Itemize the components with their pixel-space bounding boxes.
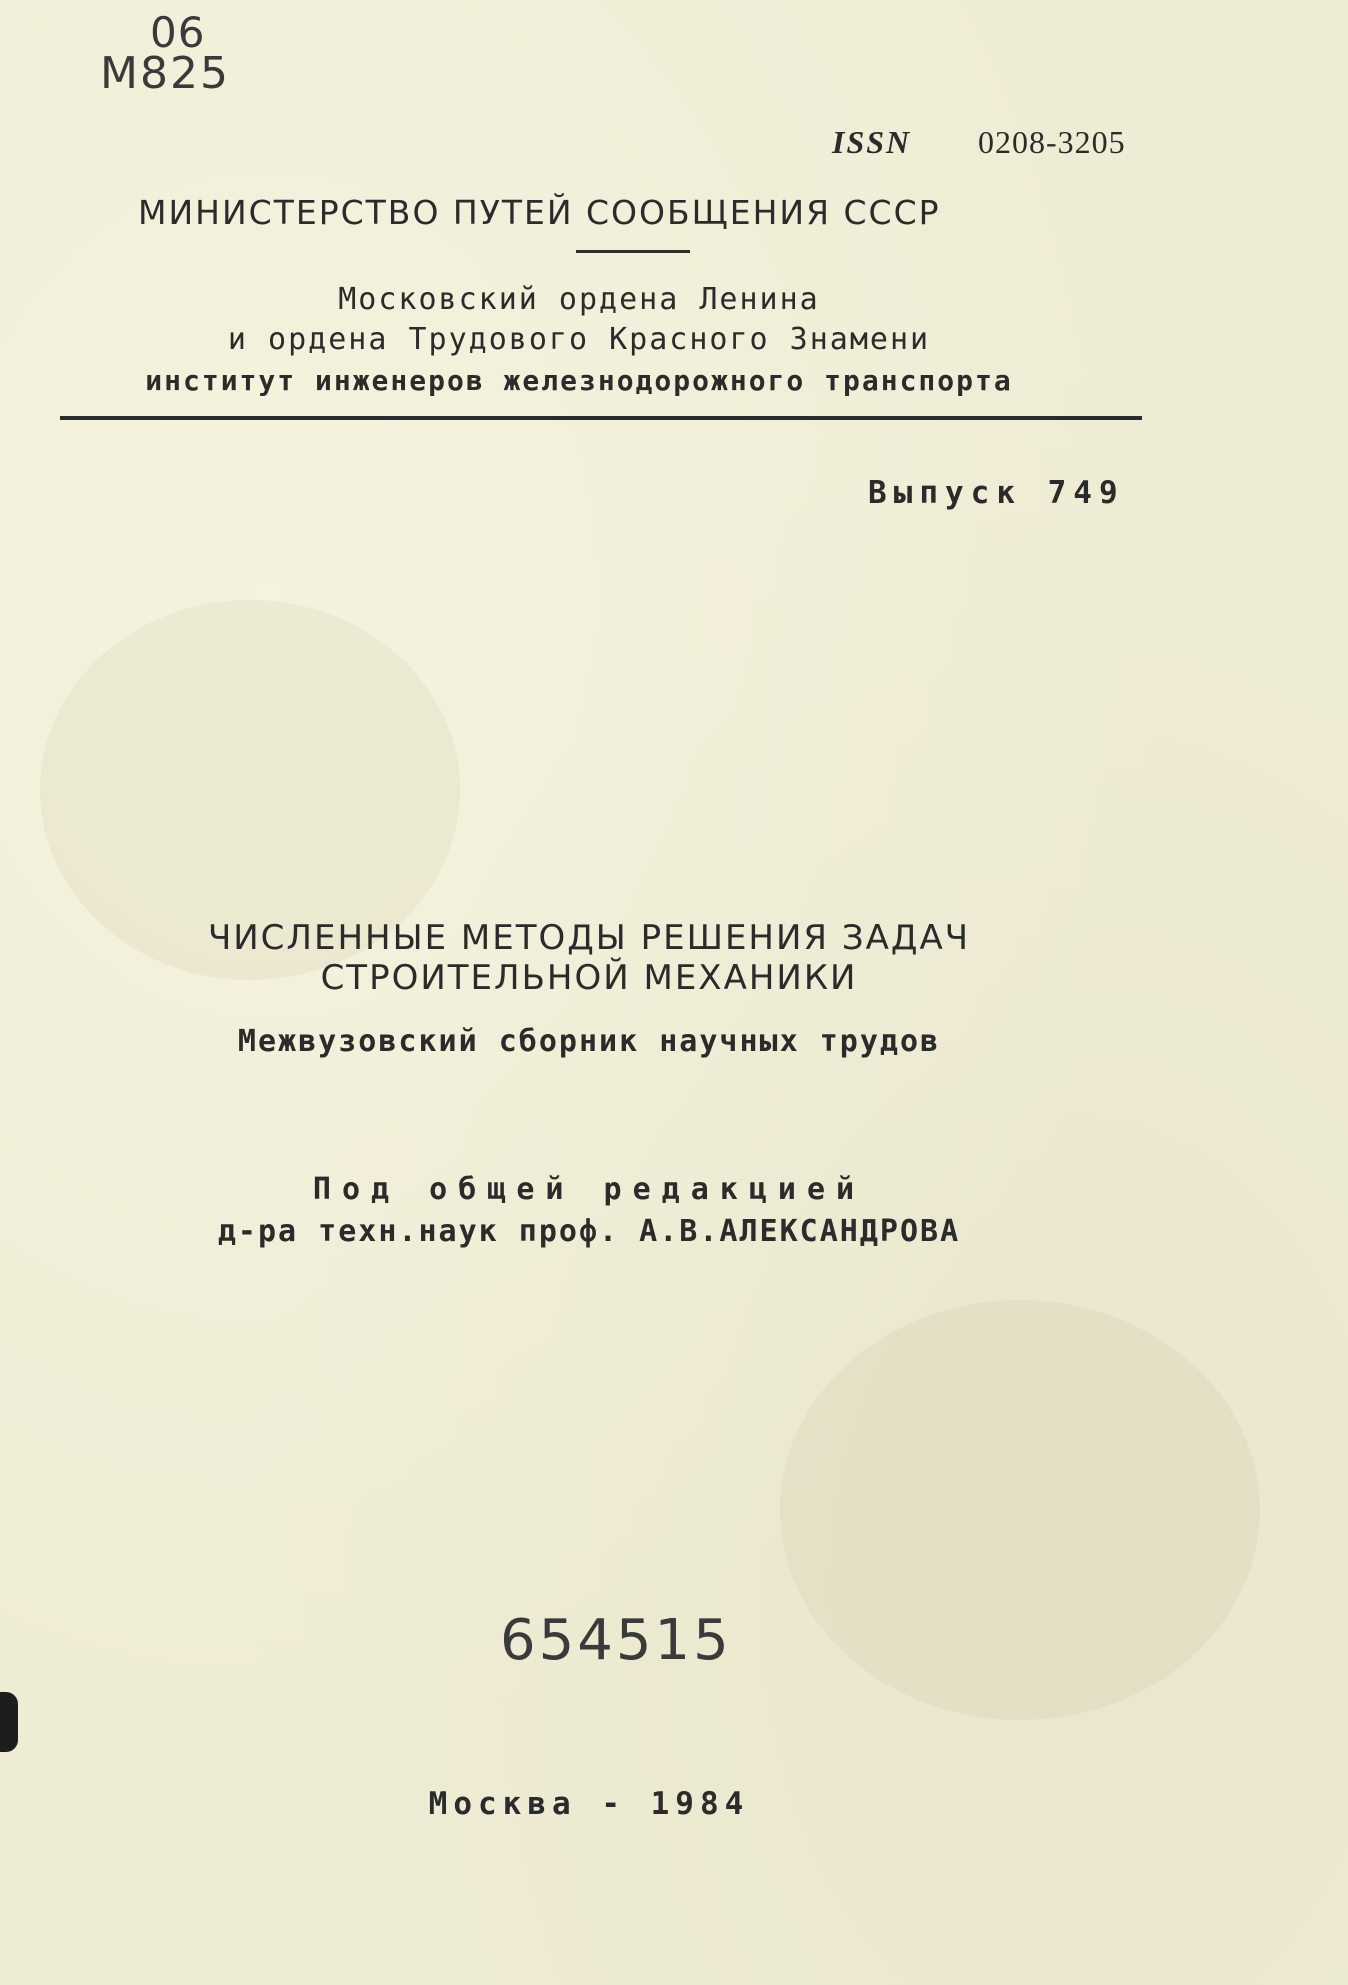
divider-short (576, 250, 690, 253)
issn-label: ISSN (832, 124, 912, 160)
ink-blot (0, 1692, 18, 1752)
call-number-line1: 06 (150, 8, 206, 57)
call-number-line2: M825 (100, 48, 230, 99)
imprint: Москва - 1984 (428, 1786, 750, 1822)
issn-number: 0208-3205 (978, 124, 1126, 160)
inventory-number: 654515 (500, 1608, 732, 1673)
subtitle: Межвузовский сборник научных трудов (237, 1024, 941, 1059)
institute-line2: и ордена Трудового Красного Знамени (227, 322, 931, 357)
divider-long (60, 416, 1142, 420)
title-line1: ЧИСЛЕННЫЕ МЕТОДЫ РЕШЕНИЯ ЗАДАЧ (207, 918, 971, 958)
ministry-heading: МИНИСТЕРСТВО ПУТЕЙ СООБЩЕНИЯ СССР (138, 193, 941, 232)
institute-line1: Московский ордена Ленина (338, 282, 820, 317)
editor-line1: Под общей редакцией (312, 1172, 866, 1207)
issue-number: Выпуск 749 (868, 475, 1125, 511)
institute-line3: институт инженеров железнодорожного транспорта (145, 364, 1013, 397)
paper-stain (780, 1300, 1260, 1720)
editor-line2: д-ра техн.наук проф. А.В.АЛЕКСАНДРОВА (217, 1214, 961, 1249)
title-line2: СТРОИТЕЛЬНОЙ МЕХАНИКИ (320, 958, 858, 998)
